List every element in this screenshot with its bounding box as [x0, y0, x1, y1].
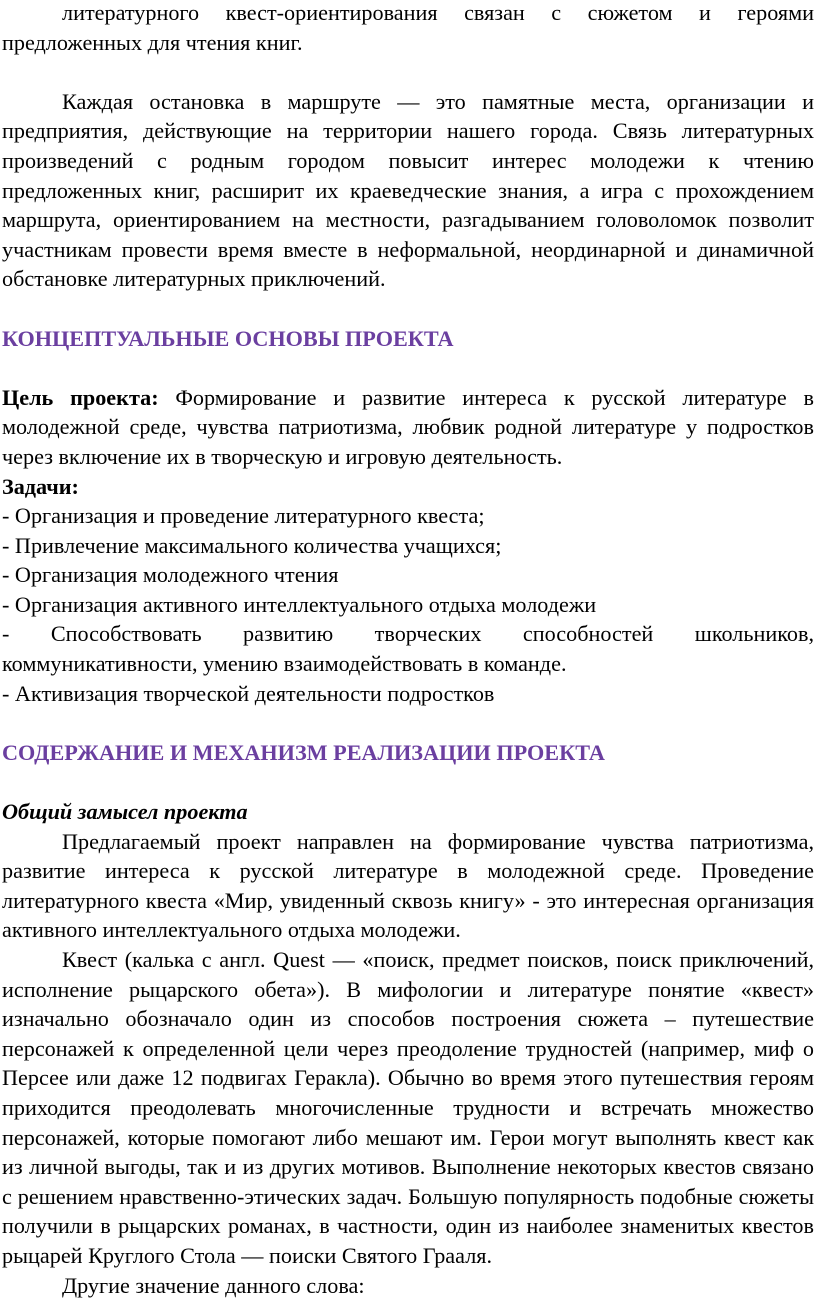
goal-label: Цель проекта: — [2, 384, 159, 410]
spacer — [2, 57, 814, 87]
spacer — [2, 294, 814, 324]
quest-paragraph: Квест (калька с англ. Quest — «поиск, предмет поисков, поиск приключений, исполнение рыцарского обета»). В мифологии и литературе понятие «квест» изначально обозначало один из способов построения сюжета – путешествие персонажей к определенной цели через преодоление трудностей (например, миф о Персее или даже 12 подвигах Геракла). Обычно во время этого путешествия героям приходится преодолевать многочисленные трудности и встречать множество персонажей, которые помогают либо мешают им. Герои могут выполнять квест как из личной выгоды, так и из других мотивов. Выполнение некоторых квестов связано с решением нравственно-этических задач. Большую популярность подобные сюжеты получили в рыцарских романах, в частности, один из наиболее знаменитых квестов рыцарей Круглого Стола — поиски Святого Грааля. — [2, 947, 814, 1268]
idea-subheading: Общий замысел проекта — [2, 799, 248, 825]
tasks-label: Задачи: — [2, 473, 79, 499]
task-item: - Привлечение максимального количества учащихся; — [2, 532, 502, 558]
task-item: - Организация активного интеллектуального отдыха молодежи — [2, 591, 597, 617]
task-item: - Активизация творческой деятельности подростков — [2, 680, 495, 706]
other-meanings-paragraph: Другие значение данного слова: — [62, 1272, 365, 1298]
task-item: - Организация и проведение литературного квеста; — [2, 503, 485, 529]
task-item: - Организация молодежного чтения — [2, 562, 339, 588]
goal-paragraph — [2, 383, 814, 472]
task-item: - Способствовать развитию творческих способностей школьников, коммуникативности, умению взаимодействовать в команде. — [2, 621, 814, 677]
spacer — [2, 767, 814, 797]
concept-heading: КОНЦЕПТУАЛЬНЫЕ ОСНОВЫ ПРОЕКТА — [2, 325, 454, 351]
spacer — [2, 708, 814, 738]
goal-text: Формирование и развитие интереса к русской литературе в молодежной среде, чувства патриотизма, любвик родной литературе у подростков через включение их в творческую и игровую деятельность. — [2, 384, 814, 469]
stops-paragraph: Каждая остановка в маршруте — это памятные места, организации и предприятия, действующие на территории нашего города. Связь литературных произведений с родным городом повысит интерес молодежи к чтению предложенных книг, расширит их краеведческие знания, а игра с прохождением маршрута, ориентированием на местности, разгадыванием головоломок позволит участникам провести время вместе в неформальной, неординарной и динамичной обстановке литературных приключений. — [2, 88, 814, 292]
intro-paragraph: литературного квест-ориентирования связан с сюжетом и героями предложенных для чтения книг. — [2, 0, 814, 55]
idea-paragraph: Предлагаемый проект направлен на формирование чувства патриотизма, развитие интереса к русской литературе в молодежной среде. Проведение литературного квеста «Мир, увиденный сквозь книгу» - это интересная организация активного интеллектуального отдыха молодежи. — [2, 828, 814, 943]
content-heading: СОДЕРЖАНИЕ И МЕХАНИЗМ РЕАЛИЗАЦИИ ПРОЕКТА — [2, 739, 605, 765]
spacer — [2, 353, 814, 383]
